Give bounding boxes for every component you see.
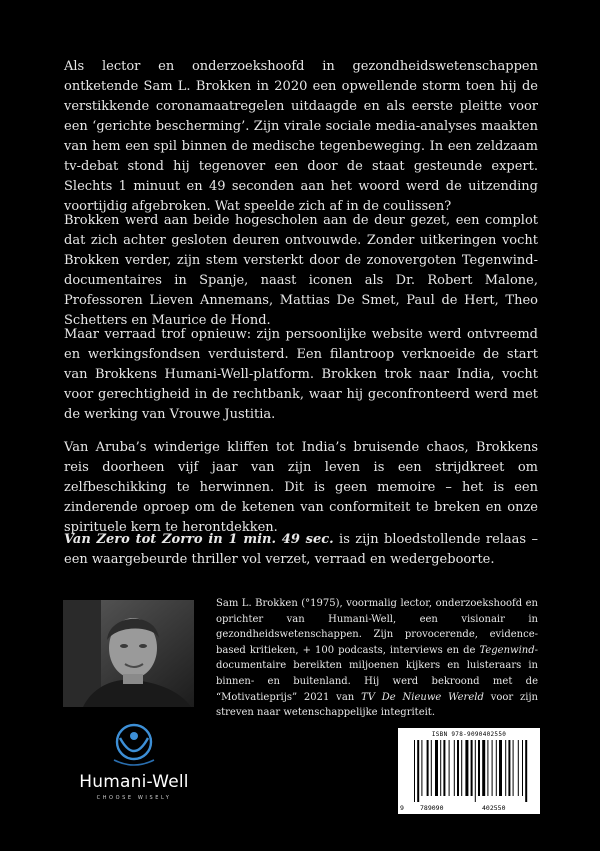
barcode-bar bbox=[421, 740, 422, 796]
barcode-bar bbox=[496, 740, 497, 796]
author-bio bbox=[216, 596, 538, 721]
barcode-bar bbox=[435, 740, 438, 796]
barcode-bar bbox=[471, 740, 473, 796]
logo-name: Humani-Well bbox=[79, 772, 189, 792]
barcode-bar bbox=[443, 740, 445, 796]
barcode-bar bbox=[492, 740, 493, 796]
humani-well-emblem-icon bbox=[74, 720, 194, 772]
blurb-paragraph-5-text: is zijn bloedstollende relaas – een waargebeurde thriller vol verzet, verraad en wedergeboorte. bbox=[64, 532, 538, 567]
barcode-bar bbox=[431, 740, 432, 796]
barcode-bar bbox=[522, 740, 523, 796]
blurb-paragraph-4: Van Aruba’s winderige kliffen tot India’s bruisende chaos, Brokkens reis doorheen vijf jaar van zijn leven is een strijdkreet om zelfbeschikking te herwinnen. Dit is geen memoire – het is een zinderende oproep om de ketenen van conformiteit te breken en onze spirituele kern te herontdekken. bbox=[64, 440, 538, 535]
barcode-bar bbox=[427, 740, 429, 796]
blurb-paragraph-2: Brokken werd aan beide hogescholen aan de deur gezet, een complot dat zich achter gesloten deuren ontvouwde. Zonder uitkeringen vocht Brokken verder, zijn stem versterkt door de zonovergoten Tegenwind-documentaires in Spanje, naast iconen als Dr. Robert Malone, Professoren Lieven Annemans, Mattias De Smet, Paul de Hert, Theo Schetters en Maurice de Hond. bbox=[64, 213, 538, 328]
barcode-bar bbox=[475, 740, 476, 802]
barcode-bar bbox=[461, 740, 462, 796]
logo-tagline: CHOOSE WISELY bbox=[96, 795, 172, 801]
author-bio-italic-1: Tegenwind bbox=[479, 644, 535, 656]
barcode-bar bbox=[513, 740, 514, 796]
isbn-barcode bbox=[398, 728, 540, 814]
author-portrait-illustration bbox=[63, 600, 194, 707]
blurb-paragraph-3: Maar verraad trof opnieuw: zijn persoonlijke website werd ontvreemd en werkingsfondsen verduisterd. Een filantroop verknoeide de start van Brokkens Humani-Well-platform. Brokken trok naar India, vocht voor gerechtigheid in de rechtbank, waar hij geconfronteerd werd met de werking van Vrouwe Justitia. bbox=[64, 327, 538, 422]
author-bio-italic-2: TV De Nieuwe Wereld bbox=[361, 691, 484, 703]
isbn-label: ISBN 978-9090402550 bbox=[431, 731, 507, 738]
barcode-digits-left: 789090 bbox=[420, 804, 444, 812]
author-photo bbox=[63, 600, 194, 707]
barcode-bar bbox=[454, 740, 455, 796]
barcode-bar bbox=[417, 740, 419, 802]
barcode-bar bbox=[465, 740, 468, 796]
author-bio-text-1: Sam L. Brokken (°1975), voormalig lector, onderzoekshoofd en oprichter van Humani-Well, een visionair in gezondheidswetenschappen. Zijn provocerende, evidence-based kritieken, + 100 podcasts, interviews en de bbox=[216, 598, 538, 656]
barcode-bar bbox=[482, 740, 485, 796]
barcode-bar bbox=[487, 740, 488, 796]
barcode-bar bbox=[440, 740, 441, 796]
barcode-bar bbox=[518, 740, 519, 796]
blurb-paragraph-1: Als lector en onderzoekshoofd in gezondheidswetenschappen ontketende Sam L. Brokken in 2020 een opwellende storm toen hij de verstikkende coronamaatregelen uitdaagde en als eerste pleitte voor een ‘gerichte bescherming’. Zijn virale sociale media-analyses maakten van hem een spil binnen de medische tegenbeweging. In een zeldzaam tv-debat stond hij tegenover een door de staat gesteunde expert. Slechts 1 minuut en 49 seconden aan het woord werd de uitzending voortijdig afgebroken. Wat speelde zich af in de coulissen? bbox=[64, 59, 538, 214]
barcode-bars bbox=[406, 740, 532, 806]
barcode-bar bbox=[478, 740, 480, 796]
barcode-bar bbox=[525, 740, 527, 802]
barcode-bar bbox=[414, 740, 415, 802]
barcode-bar bbox=[508, 740, 510, 796]
barcode-bar bbox=[505, 740, 506, 796]
barcode-bar bbox=[449, 740, 450, 796]
book-title: Van Zero tot Zorro in 1 min. 49 sec. bbox=[64, 532, 334, 547]
barcode-bar bbox=[499, 740, 502, 796]
author-bio-text-2: -documentaire bereikten miljoenen kijkers en luisteraars in binnen- en buitenland. Hij werd bekroond met de “Motivatieprijs” 2021 van bbox=[216, 644, 538, 703]
blurb-paragraph-5 bbox=[64, 530, 538, 570]
publisher-logo bbox=[74, 720, 194, 806]
barcode-digit-prefix: 9 bbox=[400, 804, 404, 812]
barcode-digits-right: 402550 bbox=[482, 804, 506, 812]
author-bio-text-3: voor zijn streven naar wetenschappelijke integriteit. bbox=[216, 691, 538, 719]
barcode-bar bbox=[457, 740, 459, 796]
